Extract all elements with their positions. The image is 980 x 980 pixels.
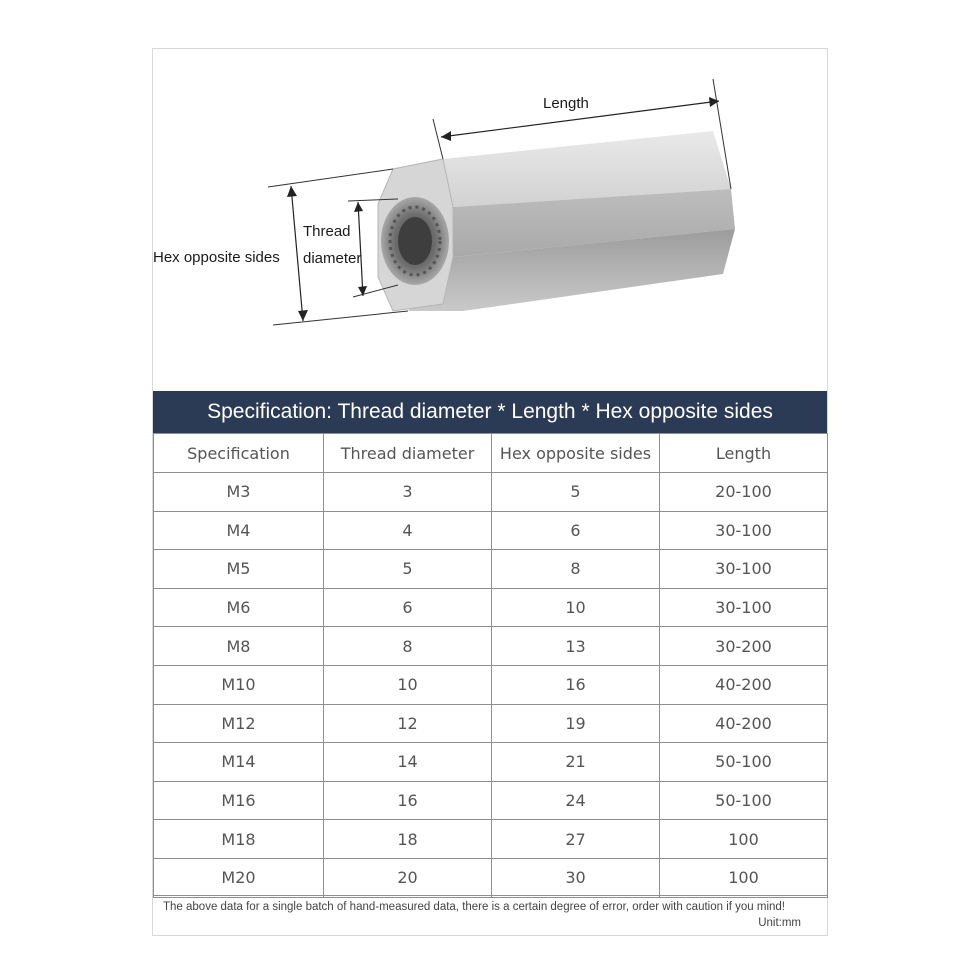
cell: 100 (660, 820, 828, 859)
table-row (154, 665, 828, 704)
column-header: Specification (154, 434, 324, 473)
cell: 40-200 (660, 665, 828, 704)
cell: 10 (492, 588, 660, 627)
thread-dimension-line (358, 202, 363, 296)
cell: 5 (324, 550, 492, 589)
cell: M18 (154, 820, 324, 859)
cell: M5 (154, 550, 324, 589)
column-header: Hex opposite sides (492, 434, 660, 473)
cell: M14 (154, 743, 324, 782)
cell: 19 (492, 704, 660, 743)
cell: 20 (324, 858, 492, 897)
cell: 50-100 (660, 781, 828, 820)
cell: 30-100 (660, 588, 828, 627)
table-row (154, 743, 828, 782)
cell: M16 (154, 781, 324, 820)
cell: 8 (324, 627, 492, 666)
length-label: Length (543, 95, 589, 112)
table-row (154, 781, 828, 820)
cell: 30-100 (660, 550, 828, 589)
disclaimer-note (153, 895, 827, 935)
cell: M4 (154, 511, 324, 550)
table-row (154, 704, 828, 743)
hex-label: Hex opposite sides (153, 249, 280, 266)
thread-label-line2: diameter (303, 250, 362, 267)
cell: 13 (492, 627, 660, 666)
cell: 27 (492, 820, 660, 859)
cell: 4 (324, 511, 492, 550)
table-row (154, 627, 828, 666)
column-header: Thread diameter (324, 434, 492, 473)
cell: 8 (492, 550, 660, 589)
spec-table (153, 433, 828, 898)
cell: 50-100 (660, 743, 828, 782)
cell: 18 (324, 820, 492, 859)
cell: M20 (154, 858, 324, 897)
cell: M10 (154, 665, 324, 704)
table-row (154, 550, 828, 589)
hex-dimension-line (291, 186, 303, 321)
cell: 14 (324, 743, 492, 782)
cell: 12 (324, 704, 492, 743)
cell: 6 (492, 511, 660, 550)
thread-label-line1: Thread (303, 223, 351, 240)
cell: 6 (324, 588, 492, 627)
cell: 16 (324, 781, 492, 820)
note-text: The above data for a single batch of hand-measured data, there is a certain degree of error, order with caution if you mind! (163, 901, 785, 913)
cell: 10 (324, 665, 492, 704)
cell: 30-200 (660, 627, 828, 666)
cell: 21 (492, 743, 660, 782)
cell: 100 (660, 858, 828, 897)
table-row (154, 511, 828, 550)
unit-label: Unit:mm (758, 917, 801, 929)
cell: M6 (154, 588, 324, 627)
cell: 40-200 (660, 704, 828, 743)
cell: M3 (154, 473, 324, 512)
cell: 30 (492, 858, 660, 897)
cell: 5 (492, 473, 660, 512)
table-row (154, 588, 828, 627)
column-header: Length (660, 434, 828, 473)
cell: 20-100 (660, 473, 828, 512)
cell: 16 (492, 665, 660, 704)
table-row (154, 473, 828, 512)
cell: 3 (324, 473, 492, 512)
cell: 30-100 (660, 511, 828, 550)
table-row (154, 820, 828, 859)
product-diagram (153, 49, 829, 389)
cell: M8 (154, 627, 324, 666)
table-title: Specification: Thread diameter * Length * Hex opposite sides (153, 391, 827, 433)
table-row (154, 858, 828, 897)
hex-coupling-nut-illustration (153, 49, 829, 389)
spec-card (152, 48, 828, 936)
cell: 24 (492, 781, 660, 820)
table-header-row (154, 434, 828, 473)
cell: M12 (154, 704, 324, 743)
